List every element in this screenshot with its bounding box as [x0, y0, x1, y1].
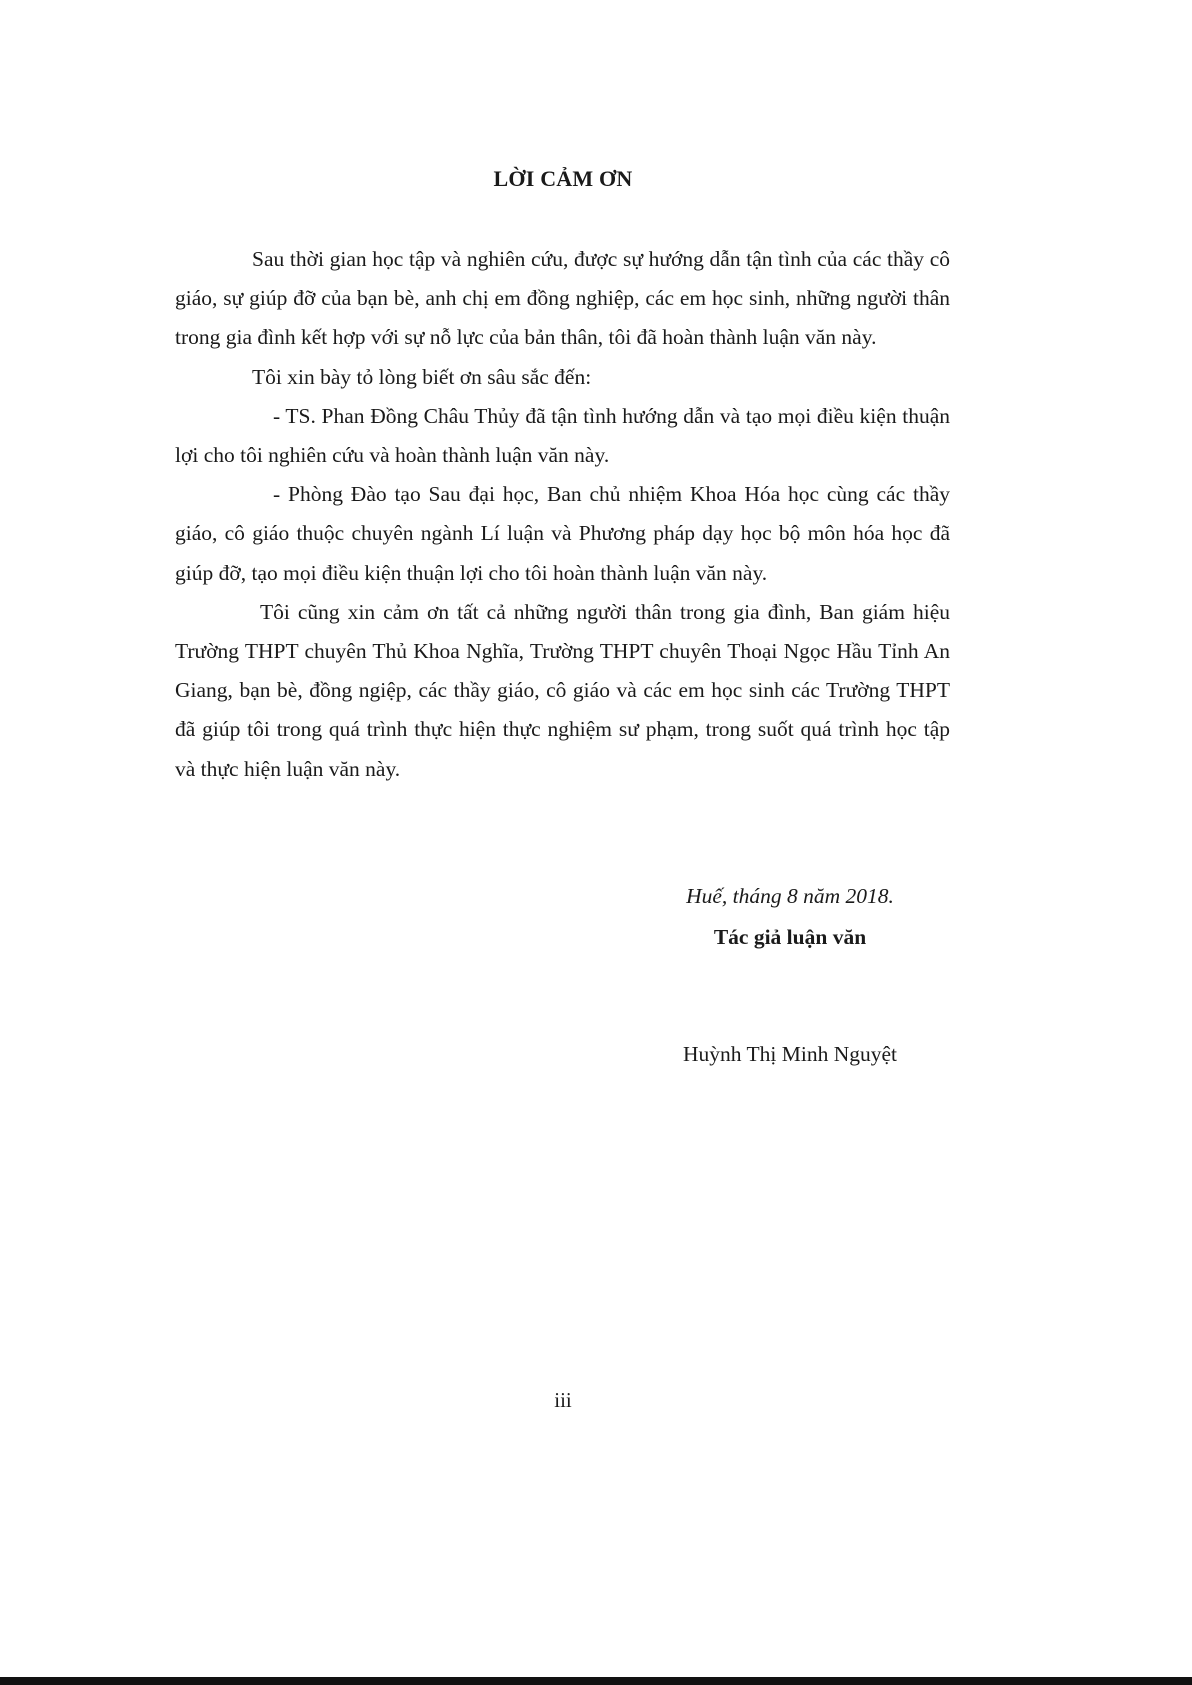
paragraph-intro: Sau thời gian học tập và nghiên cứu, được sự hướng dẫn tận tình của các thầy cô giáo, sự giúp đỡ của bạn bè, anh chị em đồng nghiệp, các em học sinh, những người thân trong gia đình kết hợp với sự nỗ lực của bản thân, tôi đã hoàn thành luận văn này.: [175, 247, 950, 350]
signature-place-date: Huế, tháng 8 năm 2018.: [686, 884, 894, 908]
paragraph-family-schools: Tôi cũng xin cảm ơn tất cả những người thân trong gia đình, Ban giám hiệu Trường THPT chuyên Thủ Khoa Nghĩa, Trường THPT chuyên Thoại Ngọc Hầu Tỉnh An Giang, bạn bè, đồng ngiệp, các thầy giáo, cô giáo và các em học sinh các Trường THPT đã giúp tôi trong quá trình thực hiện thực nghiệm sư phạm, trong suốt quá trình học tập và thực hiện luận văn này.: [175, 599, 950, 781]
signature-name: Huỳnh Thị Minh Nguyệt: [682, 1042, 897, 1066]
paragraph-gratitude-lead: Tôi xin bày tỏ lòng biết ơn sâu sắc đến:: [252, 364, 592, 389]
page-bottom-border: [0, 1677, 1192, 1685]
page-number: iii: [554, 1388, 572, 1412]
acknowledgement-body: [175, 240, 950, 789]
signature-role: Tác giả luận văn: [713, 925, 867, 949]
page-title: LỜI CẢM ƠN: [493, 166, 633, 191]
paragraph-supervisor: - TS. Phan Đồng Châu Thủy đã tận tình hướng dẫn và tạo mọi điều kiện thuận lợi cho tôi nghiên cứu và hoàn thành luận văn này.: [175, 403, 950, 468]
paragraph-faculty: - Phòng Đào tạo Sau đại học, Ban chủ nhiệm Khoa Hóa học cùng các thầy giáo, cô giáo thuộc chuyên ngành Lí luận và Phương pháp dạy học bộ môn hóa học đã giúp đỡ, tạo mọi điều kiện thuận lợi cho tôi hoàn thành luận văn này.: [175, 482, 950, 585]
